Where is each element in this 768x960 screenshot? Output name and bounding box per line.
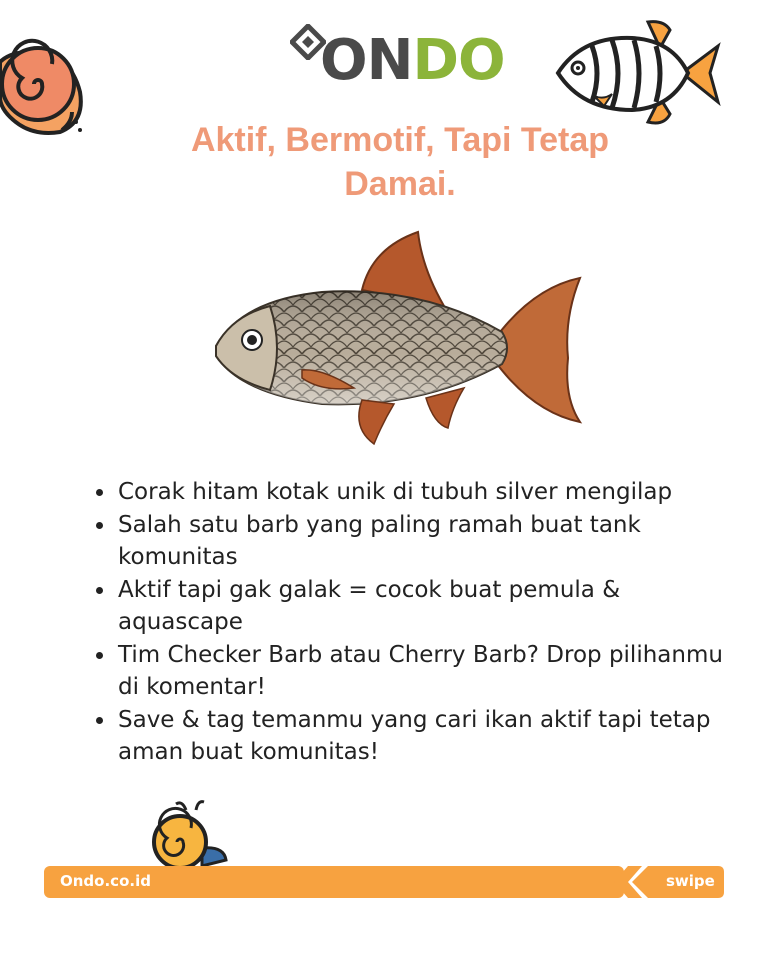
headline: Aktif, Bermotif, Tapi Tetap Damai. bbox=[190, 121, 610, 203]
footer-site-link[interactable]: Ondo.co.id bbox=[60, 872, 151, 890]
striped-fish-icon bbox=[552, 18, 724, 128]
logo-wordmark bbox=[320, 26, 505, 96]
swipe-button[interactable]: swipe bbox=[666, 872, 715, 890]
list-item: • Corak hitam kotak unik di tubuh silver mengilap bbox=[116, 476, 736, 509]
snail-icon bbox=[0, 22, 90, 137]
list-item: • Save & tag temanmu yang cari ikan aktif tapi tetap aman buat komunitas! bbox=[116, 704, 736, 769]
logo-text-do: DO bbox=[412, 28, 505, 93]
small-snail-icon bbox=[142, 798, 232, 868]
feature-list bbox=[92, 476, 736, 769]
list-item: • Aktif tapi gak galak = cocok buat pemula & aquascape bbox=[116, 574, 736, 639]
footer bbox=[44, 866, 724, 898]
ondo-logo bbox=[290, 22, 505, 102]
list-item: • Tim Checker Barb atau Cherry Barb? Drop pilihanmu di komentar! bbox=[116, 639, 736, 704]
barb-fish-illustration bbox=[212, 228, 584, 452]
list-item: • Salah satu barb yang paling ramah buat tank komunitas bbox=[116, 509, 736, 574]
logo-text-on: ON bbox=[320, 28, 413, 93]
